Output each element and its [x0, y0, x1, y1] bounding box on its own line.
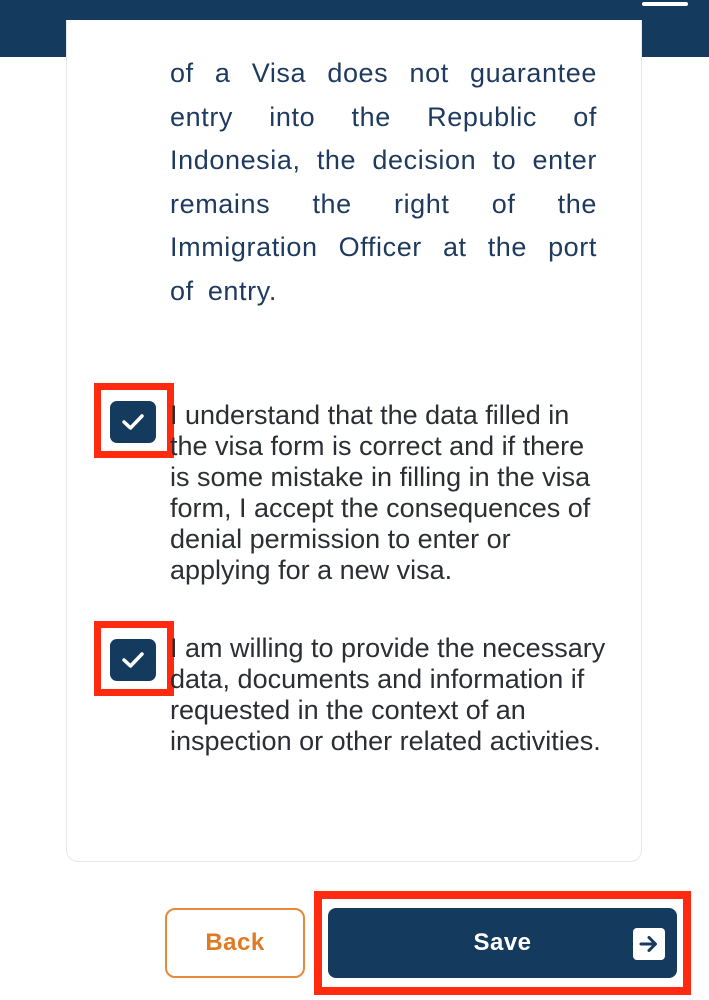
- agreement-provide-data: [94, 621, 614, 791]
- agreement-data-correct: [94, 383, 614, 623]
- checkmark-icon: [121, 649, 145, 671]
- save-button[interactable]: [328, 908, 677, 978]
- checkmark-icon: [121, 411, 145, 433]
- agreement-label-provide-data: I am willing to provide the necessary data, documents and information if requested in the context of an inspection or other related activities.: [170, 633, 606, 756]
- hamburger-menu-icon[interactable]: [642, 0, 688, 10]
- visa-entry-notice: of a Visa does not guarantee entry into the Republic of Indonesia, the decision to enter remains the right of the Immigration Officer at the port of entry.: [170, 58, 597, 306]
- agreement-checkbox-data-correct[interactable]: [110, 401, 156, 443]
- save-button-label: Save: [473, 929, 532, 956]
- back-button[interactable]: Back: [165, 908, 305, 978]
- arrow-right-icon: [633, 928, 665, 960]
- agreement-label-data-correct: I understand that the data filled in the visa form is correct and if there is some mistake in filling in the visa form, I accept the consequences of denial permission to enter or applying for a new visa.: [170, 400, 591, 585]
- menu-icon-bar: [642, 2, 688, 6]
- agreement-checkbox-provide-data[interactable]: [110, 639, 156, 681]
